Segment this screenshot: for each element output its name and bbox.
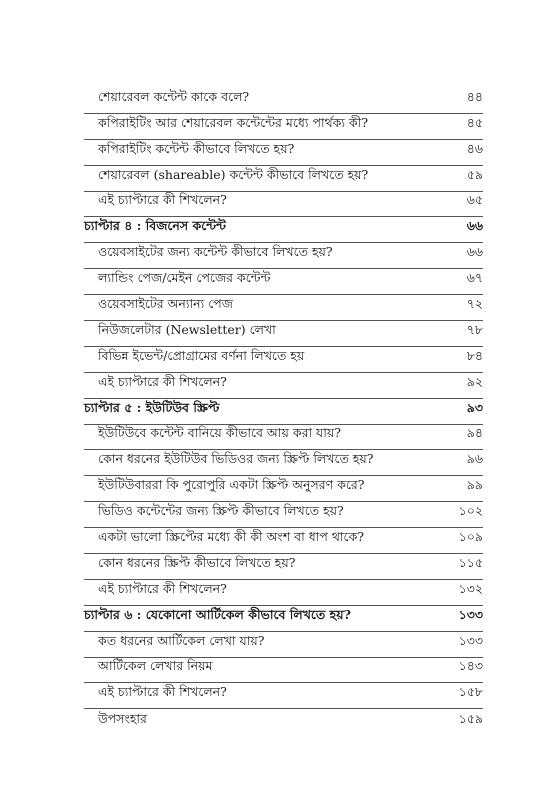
toc-entry-title: আর্টিকেল লেখার নিয়ম (98, 658, 213, 674)
toc-entry-row (84, 192, 483, 218)
toc-entry-title: কপিরাইটিং কন্টেন্ট কীভাবে লিখতে হয়? (98, 140, 295, 156)
toc-entry-title: বিভিন্ন ইভেন্ট/প্রোগ্রামের বর্ণনা লিখতে হয় (98, 347, 305, 363)
toc-entry-row (84, 632, 483, 658)
toc-chapter-row (84, 217, 483, 243)
toc-entry-title: কত ধরনের আর্টিকেল লেখা যায়? (98, 632, 265, 648)
toc-entry-row (84, 114, 483, 140)
toc-entry-row (84, 88, 483, 114)
toc-entry-title: কোন ধরনের ইউটিউব ভিডিওর জন্য স্ক্রিপ্ট লিখতে হয়? (98, 451, 374, 467)
toc-chapter-title: চ্যাপ্টার ৬ : যেকোনো আর্টিকেল কীভাবে লিখতে হয়? (84, 606, 351, 622)
toc-page-number: ১৩২ (458, 580, 483, 596)
toc-entry-row (84, 450, 483, 476)
toc-entry-row (84, 373, 483, 399)
toc-entry-row (84, 347, 483, 373)
toc-entry-row (84, 166, 483, 192)
toc-page-number: ৪৪ (466, 88, 483, 104)
toc-page-number: ৬৭ (466, 270, 483, 286)
toc-entry-row (84, 528, 483, 554)
toc-page-number: ৭৮ (466, 321, 483, 337)
toc-entry-title: একটা ভালো স্ক্রিপ্টের মধ্যে কী কী অংশ বা ধাপ থাকে? (98, 529, 365, 545)
toc-entry-title: ওয়েবসাইটের জন্য কন্টেন্ট কীভাবে লিখতে হয়? (98, 244, 333, 260)
toc-page-number: ১৫৮ (458, 684, 483, 700)
toc-entry-row (84, 580, 483, 606)
toc-entry-title: এই চ্যাপ্টারে কী শিখলেন? (98, 684, 227, 700)
toc-entry-title: ল্যান্ডিং পেজ/মেইন পেজের কন্টেন্ট (98, 270, 271, 286)
toc-entry-row (84, 140, 483, 166)
toc-page-number: ৯৪ (466, 425, 483, 441)
toc-entry-row (84, 243, 483, 269)
toc-entry-row (84, 502, 483, 528)
toc-page-number: ৪৫ (466, 114, 483, 130)
toc-entry-title: ওয়েবসাইটের অন্যান্য পেজ (98, 296, 233, 312)
toc-entry-title: নিউজলেটার (Newsletter) লেখা (98, 321, 276, 337)
toc-entry-title: ইউটিউবে কন্টেন্ট বানিয়ে কীভাবে আয় করা যায়? (98, 425, 341, 441)
toc-entry-row (84, 709, 483, 735)
toc-entry-row (84, 425, 483, 451)
toc-entry-title: ভিডিও কন্টেন্টের জন্য স্ক্রিপ্ট কীভাবে লিখতে হয়? (98, 503, 344, 519)
toc-page-number: ৯২ (466, 373, 483, 389)
toc-entry-row (84, 683, 483, 709)
toc-entry-row (84, 476, 483, 502)
toc-entry-title: এই চ্যাপ্টারে কী শিখলেন? (98, 373, 227, 389)
toc-page-number: ৭২ (466, 296, 483, 312)
toc-entry-row (84, 295, 483, 321)
toc-page-number: ৯৩ (466, 399, 483, 415)
toc-page-number: ৬৫ (466, 192, 483, 208)
toc-chapter-title: চ্যাপ্টার ৫ : ইউটিউব স্ক্রিপ্ট (84, 399, 220, 415)
toc-page-number: ৯৬ (466, 451, 483, 467)
toc-page-number: ১১৫ (458, 554, 483, 570)
toc-chapter-row (84, 399, 483, 425)
toc-entry-row (84, 554, 483, 580)
toc-chapter-title: চ্যাপ্টার ৪ : বিজনেস কন্টেন্ট (84, 218, 226, 234)
toc-page-number: ১৪৩ (458, 658, 483, 674)
toc-entry-title: শেয়ারেবল (shareable) কন্টেন্ট কীভাবে লিখতে হয়? (98, 166, 369, 182)
toc-entry-title: শেয়ারেবল কন্টেন্ট কাকে বলে? (98, 88, 250, 104)
toc-page-number: ৬৬ (466, 244, 483, 260)
toc-page-number: ১৫৯ (458, 711, 483, 727)
toc-entry-row (84, 321, 483, 347)
toc-page-number: ১৩৩ (458, 632, 483, 648)
toc-page-number: ৮৪ (466, 347, 483, 363)
toc-entry-row (84, 658, 483, 684)
toc-page-number: ৬৬ (466, 218, 483, 234)
toc-entry-title: এই চ্যাপ্টারে কী শিখলেন? (98, 192, 227, 208)
toc-page-number: ৫৯ (466, 166, 483, 182)
toc-page-number: ১৩৩ (458, 606, 483, 622)
toc-page-number: ৪৬ (466, 140, 483, 156)
toc-page-number: ৯৯ (466, 477, 483, 493)
toc-page-number: ১০২ (458, 503, 483, 519)
table-of-contents (84, 88, 483, 735)
toc-entry-title: কপিরাইটিং আর শেয়ারেবল কন্টেন্টের মধ্যে পার্থক্য কী? (98, 114, 369, 130)
toc-entry-title: উপসংহার (98, 711, 147, 727)
toc-entry-title: ইউটিউবাররা কি পুরোপুরি একটা স্ক্রিপ্ট অনুসরণ করে? (98, 477, 365, 493)
toc-page-number: ১০৯ (458, 529, 483, 545)
toc-entry-title: এই চ্যাপ্টারে কী শিখলেন? (98, 580, 227, 596)
toc-entry-row (84, 269, 483, 295)
toc-entry-title: কোন ধরনের স্ক্রিপ্ট কীভাবে লিখতে হয়? (98, 554, 296, 570)
toc-chapter-row (84, 606, 483, 632)
